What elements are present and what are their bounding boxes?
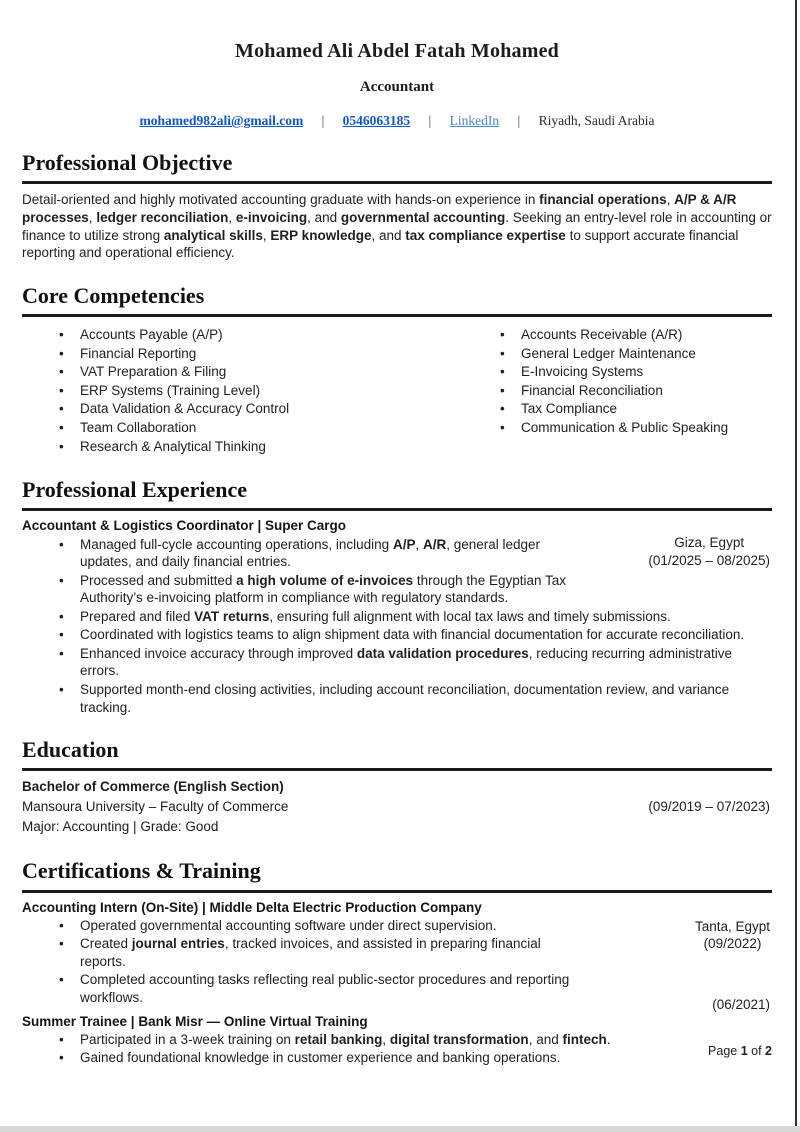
section-objective — [22, 150, 772, 262]
section-certifications — [22, 858, 772, 1067]
list-item: • Communication & Public Speaking — [496, 419, 772, 437]
list-item: • Enhanced invoice accuracy through improved data validation procedures, reducing recurring administrative errors. — [55, 645, 772, 680]
list-item: • General Ledger Maintenance — [496, 345, 772, 363]
list-item: • Completed accounting tasks reflecting real public-sector procedures and reporting workflows. — [55, 971, 585, 1006]
job-location: Giza, Egypt — [674, 535, 745, 551]
education-entry — [22, 777, 772, 837]
list-item: • Participated in a 3-week training on retail banking, digital transformation, and fintech. — [55, 1031, 772, 1049]
list-item: • Team Collaboration — [55, 419, 463, 437]
list-item: • Operated governmental accounting software under direct supervision. — [55, 917, 772, 935]
certification-entry — [22, 996, 772, 1067]
certification-title-line: Accounting Intern (On-Site) | Middle Delta Electric Production Company — [22, 899, 482, 915]
candidate-title: Accountant — [359, 79, 435, 95]
certification-title-line: Summer Trainee | Bank Misr — Online Virtual Training — [22, 1013, 368, 1029]
certification-dates: (06/2021) — [712, 996, 770, 1012]
section-rule — [22, 181, 772, 184]
list-item: • Financial Reconciliation — [496, 382, 772, 400]
section-heading-certifications: Certifications & Training — [22, 858, 261, 884]
list-item: • Gained foundational knowledge in customer experience and banking operations. — [55, 1049, 772, 1067]
list-item: • Coordinated with logistics teams to align shipment data with financial documentation for accurate reconciliation. — [55, 626, 772, 644]
contact-separator: | — [321, 113, 325, 128]
list-item: • Research & Analytical Thinking — [55, 438, 463, 456]
list-item: • Accounts Payable (A/P) — [55, 326, 463, 344]
job-location-dates — [648, 534, 770, 569]
location-text: Riyadh, Saudi Arabia — [538, 113, 655, 128]
list-item: • Accounts Receivable (A/R) — [496, 326, 772, 344]
list-item: • E-Invoicing Systems — [496, 363, 772, 381]
certification-dates: (09/2022) — [703, 936, 762, 952]
page-number: Page 1 of 2 — [708, 1044, 772, 1058]
contact-line — [22, 113, 772, 129]
certification-bullet-list — [22, 917, 772, 1007]
section-heading-competencies: Core Competencies — [22, 282, 205, 308]
list-item: • VAT Preparation & Filing — [55, 363, 463, 381]
section-education — [22, 737, 772, 837]
list-item: • Supported month-end closing activities, including account reconciliation, documentation review, and variance tracking. — [55, 681, 772, 716]
section-rule — [22, 508, 772, 511]
objective-paragraph: Detail-oriented and highly motivated accounting graduate with hands-on experience in financial operations, A/P & A/R processes, ledger reconciliation, e-invoicing, and governmental accounting. Seeking an entry-level role in accounting or finance to utilize strong analytical skills, ERP knowledge, and tax compliance expertise to support accurate financial reporting and operational efficiency. — [22, 192, 772, 261]
education-details: Major: Accounting | Grade: Good — [22, 819, 219, 835]
section-heading-education: Education — [22, 737, 119, 763]
competencies-left-list — [22, 326, 463, 456]
experience-entry — [22, 517, 772, 716]
section-competencies — [22, 283, 772, 456]
page-bottom-edge — [0, 1126, 800, 1132]
list-item: • Managed full-cycle accounting operations, including A/P, A/R, general ledger updates, and daily financial entries. — [55, 536, 585, 571]
list-item: • Tax Compliance — [496, 400, 772, 418]
phone-link[interactable]: 0546063185 — [342, 113, 411, 128]
job-dates: (01/2025 – 08/2025) — [648, 552, 770, 568]
contact-separator: | — [517, 113, 521, 128]
list-item: • ERP Systems (Training Level) — [55, 382, 463, 400]
contact-separator: | — [428, 113, 432, 128]
section-heading-experience: Professional Experience — [22, 477, 248, 503]
candidate-name: Mohamed Ali Abdel Fatah Mohamed — [235, 40, 559, 62]
page-right-edge — [795, 0, 797, 1126]
linkedin-link[interactable]: LinkedIn — [449, 113, 500, 128]
list-item: • Data Validation & Accuracy Control — [55, 400, 463, 418]
education-dates: (09/2019 – 07/2023) — [648, 799, 770, 815]
competencies-columns — [22, 326, 772, 456]
education-degree: Bachelor of Commerce (English Section) — [22, 779, 284, 795]
section-rule — [22, 768, 772, 771]
section-heading-objective: Professional Objective — [22, 150, 233, 175]
education-university: Mansoura University – Faculty of Commerce — [22, 799, 289, 815]
email-link[interactable]: mohamed982ali@gmail.com — [139, 113, 304, 128]
list-item: • Financial Reporting — [55, 345, 463, 363]
certification-bullet-list — [22, 1031, 772, 1067]
list-item: • Prepared and filed VAT returns, ensuring full alignment with local tax laws and timely submissions. — [55, 608, 772, 626]
list-item: • Created journal entries, tracked invoices, and assisted in preparing financial reports. — [55, 935, 545, 970]
list-item: • Processed and submitted a high volume of e-invoices through the Egyptian Tax Authority’s e-invoicing platform in compliance with regulatory standards. — [55, 572, 575, 607]
section-experience — [22, 477, 772, 716]
certification-location: Tanta, Egypt — [694, 918, 770, 934]
section-rule — [22, 890, 772, 893]
resume-header — [22, 0, 772, 129]
section-rule — [22, 314, 772, 317]
competencies-right-list — [463, 326, 772, 456]
certification-entry — [22, 899, 772, 1007]
job-title-line: Accountant & Logistics Coordinator | Super Cargo — [22, 518, 347, 534]
